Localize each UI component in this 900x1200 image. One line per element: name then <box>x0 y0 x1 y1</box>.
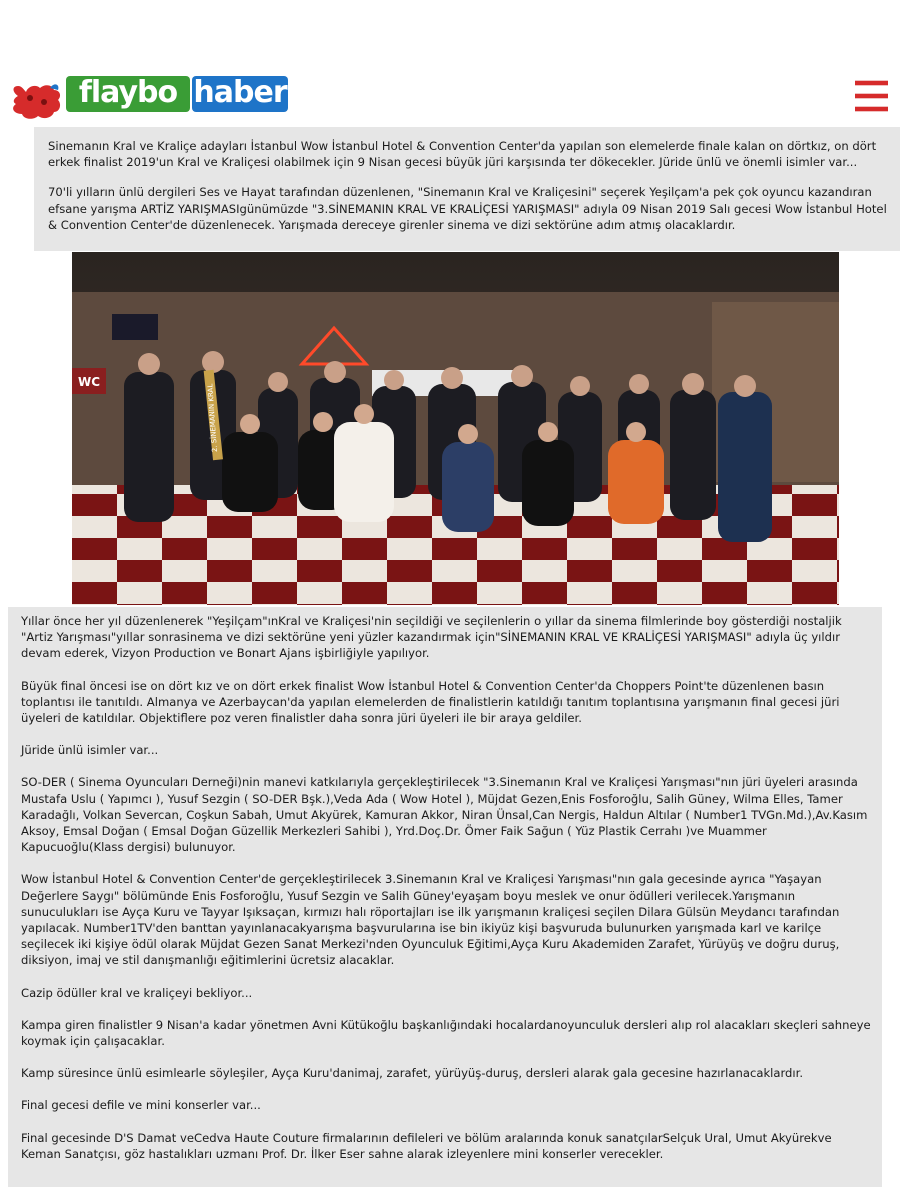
logo-haber-text: haber <box>193 75 287 110</box>
article-subheading: Final gecesi defile ve mini konserler var... <box>21 1098 261 1113</box>
article-paragraph: Büyük final öncesi ise on dört kız ve on dört erkek finalist Wow İstanbul Hotel & Convention Center'da Choppers Point'te düzenlenen basın toplantısı ile tanıtıldı. Almanya ve Azerbaycan'da yapılan elemelerden de finalistlerin katıldığı tanıtım toplantısına yarışmanın final gecesi jüri üyeleri de katıldılar. Objektiflere poz veren finalistler daha sonra jüri üyeleri ile bir araya geldiler. <box>21 678 840 726</box>
logo-flaybo-text: flaybo <box>66 76 190 112</box>
article-intro <box>34 127 900 251</box>
site-header <box>0 66 900 122</box>
article-subheading: Jüride ünlü isimler var... <box>21 743 159 758</box>
sash-text: 2. SİNEMANIN KRAL <box>206 383 219 453</box>
wc-sign-text: WC <box>78 375 101 389</box>
intro-paragraph: Sinemanın Kral ve Kraliçe adayları İstanbul Wow İstanbul Hotel & Convention Center'da yapılan son elemelerde finale kalan on dörtkız, on dört erkek finalist 2019'un Kral ve Kraliçesi olabilmek için 9 Nisan gecesi büyük jüri karşısında ter dökecekler. Jüride ünlü ve önemli isimler var... <box>48 139 877 170</box>
article-paragraph: SO-DER ( Sinema Oyuncuları Derneği)nin manevi katkılarıyla gerçekleştirilecek "3.Sinemanın Kral ve Kraliçesi Yarışması"nın jüri üyeleri arasında Mustafa Uslu ( Yapımcı ), Yusuf Sezgin ( SO-DER Bşk.),Veda Ada ( Wow Hotel ), Müjdat Gezen,Enis Fosforoğlu, Salih Güney, Wilma Elles, Tamer Karadağlı, Volkan Severcan, Coşkun Sabah, Umut Akyürek, Kamuran Akkor, Niran Ünsal,Can Nergis, Haldun Altılar ( Number1 TVGn.Md.),Av.Kasım Aksoy, Emsal Doğan ( Emsal Doğan Güzellik Merkezleri Sahibi ), Yrd.Doç.Dr. Ömer Faik Sağun ( Yüz Plastik Cerrahı )ve Muammer Kapucuoğlu(Klass dergisi) bulunuyor. <box>21 775 868 855</box>
intro-paragraph: 70'li yılların ünlü dergileri Ses ve Hayat tarafından düzenlenen, "Sinemanın Kral ve Kraliçesini" seçerek Yeşilçam'a pek çok oyuncu kazandıran efsane yarışma ARTİZ YARIŞMASIgünümüzde "3.SİNEMANIN KRAL VE KRALİÇESİ YARIŞMASI" adıyla 09 Nisan 2019 Salı gecesi Wow İstanbul Hotel & Convention Center'de düzenlenecek. Yarışmada dereceye girenler sinema ve dizi sektörüne adım atmış olacaklardır. <box>48 185 887 232</box>
article-paragraph: Yıllar önce her yıl düzenlenerek "Yeşilçam"ınKral ve Kraliçesi'nin seçildiği ve seçilenlerin o yıllar da sinema filmlerinde boy gösterdiği nostaljik "Artiz Yarışması"yıllar sonrasinema ve dizi sektörüne yeni yüzler kazandırmak için"SİNEMANIN KRAL VE KRALİÇESİ YARIŞMASI" adıyla üç yıldır devam ederek, Vizyon Production ve Bonart Ajans işbirliğiyle yapılıyor. <box>21 614 842 661</box>
neon-sign-left <box>112 314 158 340</box>
article-paragraph: Kampa giren finalistler 9 Nisan'a kadar yönetmen Avni Kütükoğlu başkanlığındaki hocalardanoyunculuk dersleri alıp rol alacakları skeçleri sahneye koymak için çalışacaklar. <box>21 1017 871 1049</box>
group-photo-image <box>72 252 839 605</box>
article-paragraph: Kamp süresince ünlü esimlearle söyleşiler, Ayça Kuru'danimaj, zarafet, yürüyüş-duruş, dersleri alarak gala gecesine hazırlanacaklardır. <box>21 1066 804 1081</box>
site-logo[interactable] <box>10 72 285 120</box>
menu-bar-top <box>855 80 888 86</box>
hamburger-menu-icon[interactable] <box>855 80 888 108</box>
menu-bar-bottom <box>855 106 888 112</box>
article-photo <box>72 252 839 605</box>
article-paragraph: Wow İstanbul Hotel & Convention Center'de gerçekleştirilecek 3.Sinemanın Kral ve Kraliçesi Yarışması"nın gala gecesinde ayrıca "Yaşayan Değerlere Saygı" bölümünde Enis Fosforoğlu, Yusuf Sezgin ve Salih Güney'eyaşam boyu meslek ve onur ödülleri verilecek.Yarışmanın sunuculukları ise Ayça Kuru ve Tayyar Işıksaçan, kırmızı halı röportajları ise ilk yarışmanın kraliçesi seçilen Dilara Gülsün Meydancı tarafından yapılacak. Number1TV'den banttan yayınlanacakyarışma başvurularına ise bin ikiyüz kişi başvuruda bulunurken yarışmada karl ve karilçe seçilecek iki kişiye ödül olarak Müjdat Gezen Sanat Merkezi'nden Oyunculuk Eğitimi,Ayça Kuru Akademiden Zarafet, Yürüyüş ve doğru duruş, diksiyon, imaj ve stil danışmanlığı eğitimlerini ücretsiz alacaklar. <box>21 872 840 968</box>
article-subheading: Cazip ödüller kral ve kraliçeyi bekliyor... <box>21 985 253 1000</box>
menu-bar-middle <box>855 93 888 99</box>
article-body <box>8 607 882 1187</box>
article-paragraph: Final gecesinde D'S Damat veCedva Haute Couture firmalarının defileleri ve bölüm aralarında konuk sanatçılarSelçuk Ural, Umut Akyürekve Keman Sanatçısı, göz hastalıkları uzmanı Prof. Dr. İlker Eser sahne alarak izleyenlere mini konserler verecekler. <box>21 1130 832 1161</box>
logo-mascot-icon <box>10 82 62 120</box>
